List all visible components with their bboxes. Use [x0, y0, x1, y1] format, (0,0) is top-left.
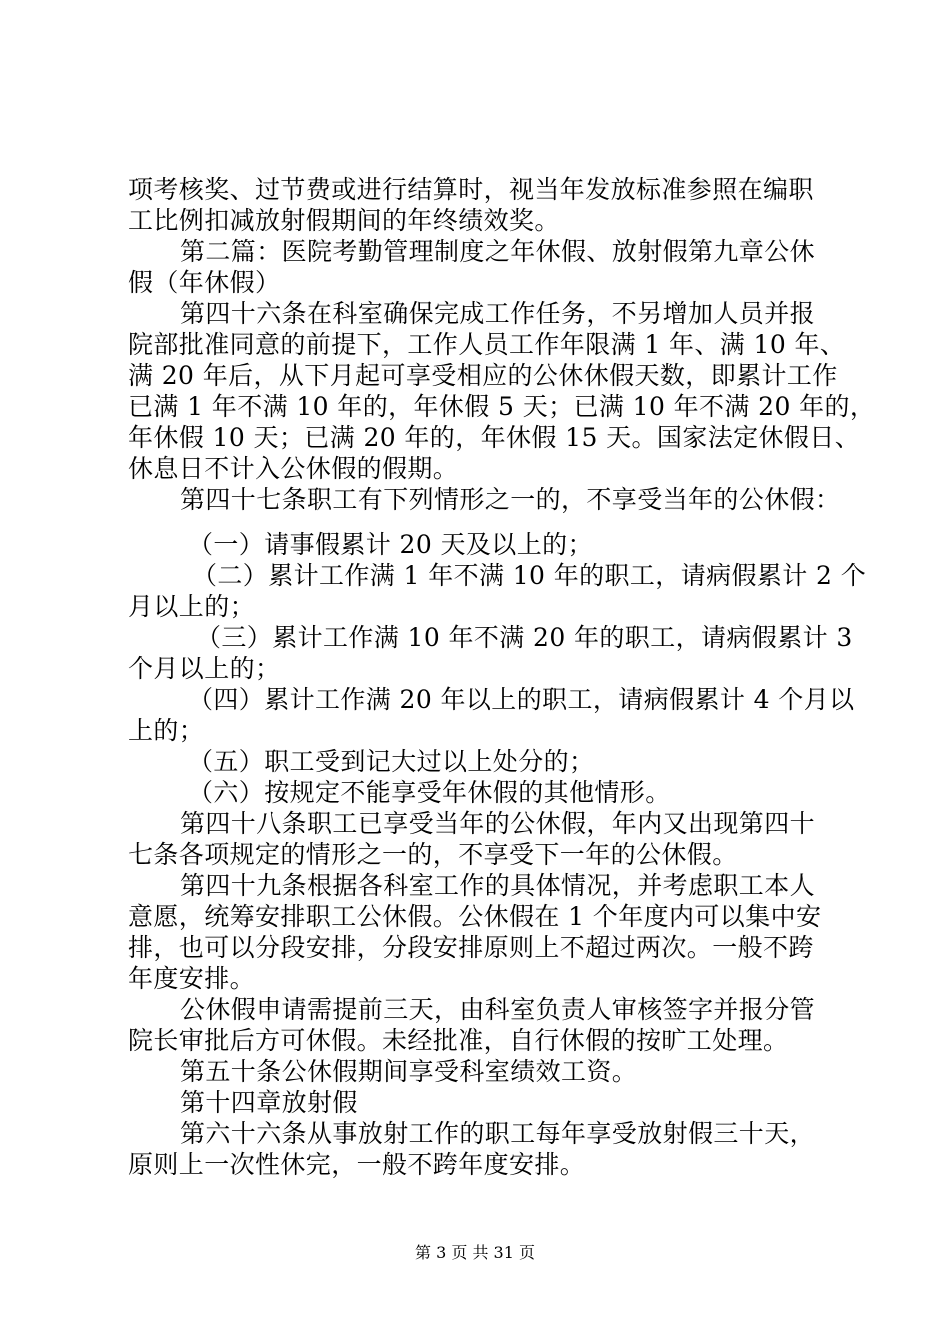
- list-item: （二）累计工作满 1 年不满 10 年的职工，请病假累计 2 个: [192, 561, 867, 590]
- list-item: （三）累计工作满 10 年不满 20 年的职工，请病假累计 3: [196, 623, 853, 652]
- text-line: 上的；: [128, 716, 205, 745]
- list-item: （五）职工受到记大过以上处分的；: [188, 747, 595, 776]
- list-item: （四）累计工作满 20 年以上的职工，请病假累计 4 个月以: [188, 685, 855, 714]
- text-line: 月以上的；: [128, 592, 256, 621]
- text-line: 年休假 10 天；已满 20 年的，年休假 15 天。国家法定休假日、: [128, 423, 861, 452]
- section-heading: 第二篇：医院考勤管理制度之年休假、放射假第九章公休: [180, 237, 816, 266]
- text-line: 假（年休假）: [128, 268, 281, 297]
- paragraph: 公休假申请需提前三天，由科室负责人审核签字并报分管: [180, 995, 816, 1024]
- page-footer: 第 3 页 共 31 页: [415, 1243, 535, 1262]
- text-line: 休息日不计入公休假的假期。: [128, 454, 459, 483]
- text-line: 排，也可以分段安排，分段安排原则上不超过两次。一般不跨: [128, 933, 814, 962]
- text-line: 意愿，统筹安排职工公休假。公休假在 1 个年度内可以集中安: [128, 902, 822, 931]
- article-50: 第五十条公休假期间享受科室绩效工资。: [180, 1057, 638, 1086]
- text-line: 已满 1 年不满 10 年的，年休假 5 天；已满 10 年不满 20 年的，: [128, 392, 876, 421]
- text-line: 原则上一次性休完，一般不跨年度安排。: [128, 1150, 586, 1179]
- text-line: 个月以上的；: [128, 654, 281, 683]
- text-line: 项考核奖、过节费或进行结算时，视当年发放标准参照在编职: [128, 175, 814, 204]
- text-line: 工比例扣减放射假期间的年终绩效奖。: [128, 206, 560, 235]
- list-item: （一）请事假累计 20 天及以上的；: [188, 530, 593, 559]
- article-49: 第四十九条根据各科室工作的具体情况，并考虑职工本人: [180, 871, 816, 900]
- document-body: [128, 174, 876, 1180]
- text-line: 七条各项规定的情形之一的，不享受下一年的公休假。: [128, 840, 738, 869]
- list-item: （六）按规定不能享受年休假的其他情形。: [188, 778, 671, 807]
- chapter-heading: 第十四章放射假: [180, 1088, 358, 1117]
- text-line: 院长审批后方可休假。未经批准，自行休假的按旷工处理。: [128, 1026, 789, 1055]
- spacer: [128, 515, 836, 529]
- text-line: 满 20 年后，从下月起可享受相应的公休休假天数，即累计工作: [128, 361, 838, 390]
- text-line: 年度安排。: [128, 964, 256, 993]
- article-46: 第四十六条在科室确保完成工作任务，不另增加人员并报: [180, 299, 816, 328]
- text-line: 院部批准同意的前提下，工作人员工作年限满 1 年、满 10 年、: [128, 330, 846, 359]
- article-47: 第四十七条职工有下列情形之一的，不享受当年的公休假：: [180, 485, 841, 514]
- article-66: 第六十六条从事放射工作的职工每年享受放射假三十天，: [180, 1119, 816, 1148]
- article-48: 第四十八条职工已享受当年的公休假，年内又出现第四十: [180, 809, 816, 838]
